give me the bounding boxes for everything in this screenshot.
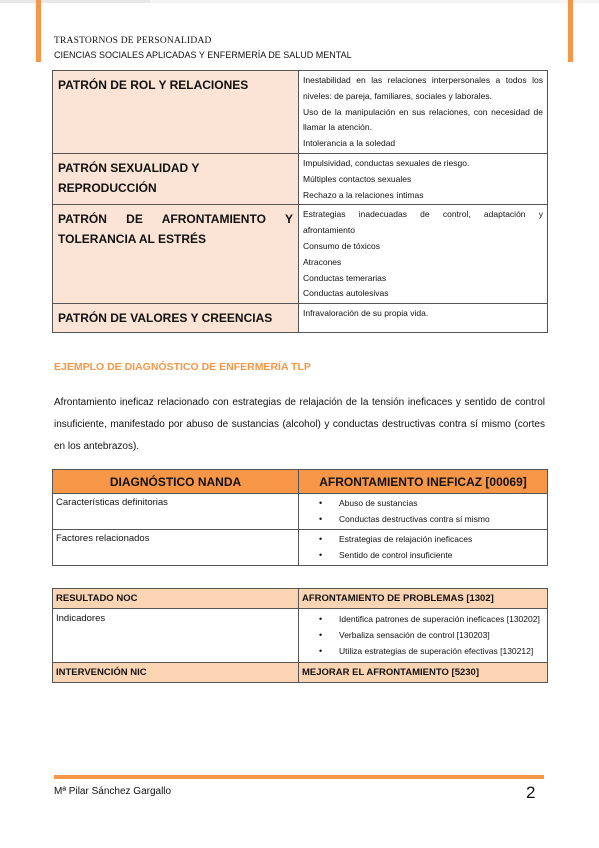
bullet-list: [319, 531, 543, 563]
list-item: [319, 627, 543, 643]
pattern-name: PATRÓN DE AFRONTAMIENTO Y TOLERANCIA AL ESTRÉS: [53, 205, 299, 304]
list-item: [319, 531, 543, 547]
list-item-text: Estrategias de relajación ineficaces: [339, 534, 473, 544]
pattern-items: [299, 304, 548, 333]
pattern-items: [299, 153, 548, 204]
pattern-item: Atracones: [303, 256, 342, 267]
document-header: [54, 36, 554, 60]
right-accent-stripe: [568, 0, 573, 62]
pattern-items: [299, 71, 548, 154]
table-row: [53, 494, 548, 530]
pattern-name: PATRÓN DE VALORES Y CREENCIAS: [53, 304, 299, 333]
pattern-row: [53, 153, 548, 204]
bullet-list: [319, 611, 543, 659]
row-list-cell: [299, 530, 548, 566]
list-item: [319, 511, 543, 527]
section-title: EJEMPLO DE DIAGNÓSTICO DE ENFERMERÍA TLP: [54, 361, 311, 373]
pattern-item: Conductas temerarias: [303, 272, 387, 283]
indicators-label: Indicadores: [53, 609, 299, 663]
pattern-row: [53, 71, 548, 154]
header-title: TRASTORNOS DE PERSONALIDAD: [54, 36, 212, 46]
footer-divider: [54, 775, 544, 779]
bullet-dot-icon: •: [319, 614, 323, 624]
pattern-items: [299, 205, 548, 304]
nanda-header-left: DIAGNÓSTICO NANDA: [53, 470, 299, 494]
bullet-list: [319, 495, 543, 527]
bullet-dot-icon: •: [319, 498, 323, 508]
list-item-text: Verbaliza sensación de control [130203]: [339, 630, 490, 640]
page-number: 2: [526, 783, 536, 802]
footer-author: Mª Pilar Sánchez Gargallo: [54, 786, 172, 797]
pattern-item: Rechazo a la relaciones íntimas: [303, 189, 424, 200]
indicators-cell: [299, 609, 548, 663]
pattern-item: Conductas autolesivas: [303, 288, 389, 299]
row-list-cell: [299, 494, 548, 530]
row-label: Factores relacionados: [53, 530, 299, 566]
pattern-row: [53, 205, 548, 304]
pattern-name: PATRÓN SEXUALIDAD Y REPRODUCCIÓN: [53, 153, 299, 204]
pattern-item: Inestabilidad en las relaciones interpersonales a todos los niveles: de pareja, familiares, sociales y laborales.: [303, 75, 543, 101]
pattern-item: Uso de la manipulación en sus relaciones, con necesidad de llamar la atención.: [303, 106, 543, 133]
nanda-header-row: [53, 470, 548, 494]
bullet-dot-icon: •: [319, 550, 323, 560]
pattern-name: PATRÓN DE ROL Y RELACIONES: [53, 71, 299, 154]
pattern-item: Infravaloración de su propia vida.: [303, 308, 429, 319]
pattern-item: Estrategias inadecuadas de control, adaptación y afrontamiento: [303, 209, 543, 236]
nic-row: [53, 663, 548, 683]
example-paragraph: Afrontamiento ineficaz relacionado con estrategias de relajación de la tensión ineficaces y sentido de control insuficiente, manifestado por abuso de sustancias (alcohol) y conductas destructivas contra sí mismo (cortes en los antebrazos).: [54, 397, 545, 452]
pattern-item: Intolerancia a la soledad: [303, 138, 396, 149]
noc-table: [52, 588, 548, 683]
table-row: [53, 609, 548, 663]
noc-header-right: AFRONTAMIENTO DE PROBLEMAS [1302]: [299, 589, 548, 609]
patterns-table: [52, 70, 548, 333]
list-item: [319, 643, 543, 659]
table-row: [53, 530, 548, 566]
bullet-dot-icon: •: [319, 630, 323, 640]
list-item-text: Utiliza estrategias de superación efectivas [130212]: [339, 646, 534, 656]
list-item-text: Abuso de sustancias: [339, 498, 418, 508]
nanda-header-right: AFRONTAMIENTO INEFICAZ [00069]: [299, 470, 548, 494]
list-item-text: Conductas destructivas contra sí mismo: [339, 514, 490, 524]
nic-value: MEJORAR EL AFRONTAMIENTO [5230]: [299, 663, 548, 683]
list-item: [319, 547, 543, 563]
list-item: [319, 495, 543, 511]
bullet-dot-icon: •: [319, 534, 323, 544]
pattern-row: [53, 304, 548, 333]
pattern-item: Consumo de tóxicos: [303, 240, 381, 251]
noc-header-row: [53, 589, 548, 609]
top-accent-bar: [0, 0, 150, 3]
bullet-dot-icon: •: [319, 514, 323, 524]
list-item-text: Identifica patrones de superación ineficaces [130202]: [339, 614, 540, 624]
pattern-item: Múltiples contactos sexuales: [303, 173, 412, 184]
bullet-dot-icon: •: [319, 646, 323, 656]
noc-header-left: RESULTADO NOC: [53, 589, 299, 609]
left-accent-stripe: [36, 0, 41, 62]
list-item-text: Sentido de control insuficiente: [339, 550, 453, 560]
list-item: [319, 611, 543, 627]
pattern-item: Impulsividad, conductas sexuales de riesgo.: [303, 157, 470, 168]
row-label: Características definitorias: [53, 494, 299, 530]
nic-label: INTERVENCIÓN NIC: [53, 663, 299, 683]
header-subtitle: CIENCIAS SOCIALES APLICADAS Y ENFERMERÍA DE SALUD MENTAL: [54, 50, 352, 60]
nanda-table: [52, 469, 548, 566]
